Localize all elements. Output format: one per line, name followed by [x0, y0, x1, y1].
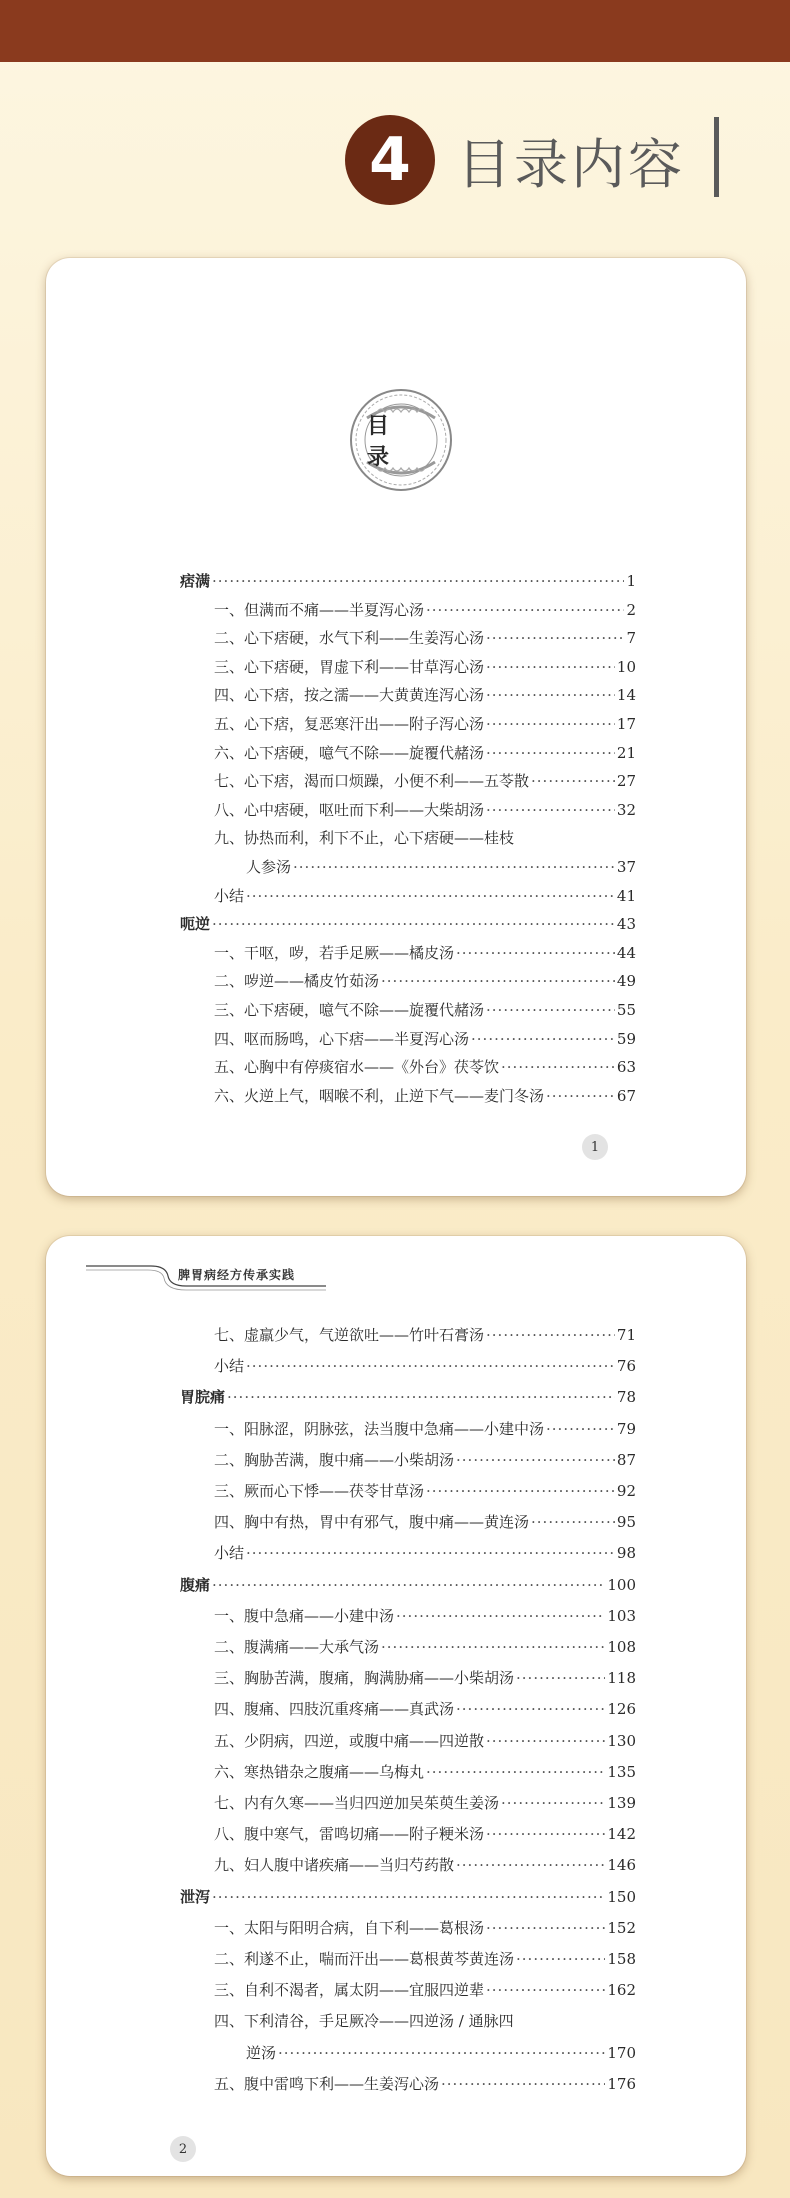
toc-leader-dots	[456, 1856, 605, 1874]
toc-entry	[214, 1085, 636, 1113]
toc-entry-page: 32	[616, 800, 636, 819]
toc-entry-page: 63	[616, 1058, 636, 1077]
toc-leader-dots	[486, 744, 615, 762]
toc-entry-page: 98	[616, 1544, 636, 1563]
toc-entry	[214, 1480, 636, 1508]
toc-leader-dots	[456, 1451, 615, 1469]
toc-entry-label: 五、少阴病，四逆，或腹中痛——四逆散	[214, 1731, 485, 1750]
toc-entry-page: 142	[607, 1825, 636, 1844]
toc-entry	[214, 1917, 636, 1945]
toc-entry-label: 六、火逆上气，咽喉不利，止逆下气——麦门冬汤	[214, 1086, 545, 1105]
toc-entry-label: 四、腹痛、四肢沉重疼痛——真武汤	[214, 1700, 455, 1719]
toc-entry-page: 78	[616, 1388, 636, 1407]
toc-entry-label: 三、胸胁苦满，腹痛，胸满胁痛——小柴胡汤	[214, 1669, 515, 1688]
toc-entry-label: 逆汤	[246, 2043, 277, 2062]
toc-seal-emblem	[349, 388, 453, 492]
toc-entry	[214, 1854, 636, 1882]
toc-entry-label: 小结	[214, 886, 245, 905]
toc-leader-dots	[381, 972, 615, 990]
toc-entry-page: 92	[616, 1482, 636, 1500]
toc-leader-dots	[501, 1058, 615, 1076]
toc-entry-label: 二、腹满痛——大承气汤	[214, 1638, 380, 1656]
toc-leader-dots	[501, 1794, 605, 1812]
toc-entry-page: 21	[616, 743, 636, 762]
toc-leader-dots	[278, 2044, 605, 2062]
toc-entry-page: 158	[607, 1950, 636, 1968]
toc-entry-page: 139	[607, 1794, 636, 1812]
toc-entry-page: 100	[607, 1575, 636, 1594]
toc-entry-label: 一、阳脉涩，阴脉弦，法当腹中急痛——小建中汤	[214, 1419, 545, 1438]
toc-entry-label: 一、腹中急痛——小建中汤	[214, 1606, 395, 1625]
toc-leader-dots	[426, 1763, 605, 1781]
page-number-badge: 1	[582, 1134, 608, 1160]
toc-entry-label: 七、虚羸少气，气逆欲吐——竹叶石膏汤	[214, 1326, 485, 1344]
toc-leader-dots	[486, 801, 615, 819]
toc-entry-label: 小结	[214, 1544, 245, 1563]
toc-entry-label: 四、胸中有热，胃中有邪气，腹中痛——黄连汤	[214, 1513, 530, 1532]
toc-entry	[214, 627, 636, 655]
toc-entry-page: 2	[626, 600, 636, 619]
toc-entry-label: 胃脘痛	[180, 1388, 226, 1407]
toc-entry	[214, 1542, 636, 1570]
toc-entry-label: 九、妇人腹中诸疾痛——当归芍药散	[214, 1856, 455, 1875]
toc-entry-label: 七、内有久寒——当归四逆加吴茱萸生姜汤	[214, 1794, 500, 1812]
toc-leader-dots	[486, 1326, 615, 1344]
toc-entry-label: 四、呕而肠鸣，心下痞——半夏泻心汤	[214, 1029, 470, 1048]
heading-divider	[714, 117, 719, 197]
toc-entry-page: 79	[616, 1419, 636, 1438]
toc-leader-dots	[212, 915, 615, 933]
toc-entry-page: 103	[607, 1606, 636, 1625]
toc-leader-dots	[546, 1420, 615, 1438]
toc-entry-label: 三、自利不渴者，属太阴——宜服四逆辈	[214, 1981, 485, 2000]
toc-entry-page: 49	[616, 972, 636, 991]
section-title: 目录内容	[457, 132, 685, 196]
toc-entry	[214, 970, 636, 998]
toc-entry-label: 小结	[214, 1357, 245, 1376]
toc-leader-dots	[486, 1732, 605, 1750]
toc-leader-dots	[456, 944, 615, 962]
toc-entry-label: 泄泻	[180, 1887, 211, 1906]
toc-entry	[214, 1667, 636, 1695]
toc-entry-page: 14	[616, 686, 636, 705]
toc-entry	[214, 942, 636, 970]
toc-leader-dots	[486, 715, 615, 733]
toc-entry	[214, 1605, 636, 1633]
toc-entry	[214, 742, 636, 770]
toc-entry-page: 146	[607, 1856, 636, 1875]
toc-leader-dots	[546, 1087, 615, 1105]
toc-entry	[214, 1698, 636, 1726]
toc-entry-label: 五、心胸中有停痰宿水——《外台》茯苓饮	[214, 1058, 500, 1077]
toc-leader-dots	[531, 772, 615, 790]
toc-leader-dots	[426, 1482, 615, 1500]
toc-entry	[180, 570, 636, 598]
toc-entry	[180, 1574, 636, 1602]
toc-entry-page: 170	[607, 2043, 636, 2062]
toc-entry	[214, 1418, 636, 1446]
section-heading	[345, 112, 685, 208]
toc-entry	[214, 1028, 636, 1056]
toc-entry-label: 二、心下痞硬，水气下利——生姜泻心汤	[214, 629, 485, 648]
toc-entry	[214, 885, 636, 913]
toc-entry-page: 150	[607, 1887, 636, 1906]
toc-entry	[214, 713, 636, 741]
toc-leader-dots	[381, 1638, 605, 1656]
toc-leader-dots	[486, 1825, 605, 1843]
toc-entry-page: 43	[616, 915, 636, 934]
toc-entry	[214, 770, 636, 798]
toc-page-1	[46, 258, 746, 1196]
toc-entry-label: 九、协热而利，利下不止，心下痞硬——桂枝	[214, 829, 515, 848]
toc-entry-label: 二、利遂不止，喘而汗出——葛根黄芩黄连汤	[214, 1950, 515, 1968]
toc-entry-page: 37	[616, 858, 636, 876]
toc-entry-page: 126	[607, 1700, 636, 1719]
toc-entry-page: 10	[616, 657, 636, 676]
toc-entry	[214, 1792, 636, 1820]
toc-entry	[214, 1056, 636, 1084]
toc-entry-page: 44	[616, 943, 636, 962]
toc-entry-page: 176	[607, 2074, 636, 2093]
toc-entry-label: 二、胸胁苦满，腹中痛——小柴胡汤	[214, 1450, 455, 1469]
toc-entry-label: 五、腹中雷鸣下利——生姜泻心汤	[214, 2074, 440, 2093]
toc-leader-dots	[246, 1544, 615, 1562]
toc-entry-page: 76	[616, 1357, 636, 1376]
toc-entry-label: 六、寒热错杂之腹痛——乌梅丸	[214, 1762, 425, 1781]
toc-leader-dots	[486, 1919, 605, 1937]
toc-entry-page: 135	[607, 1762, 636, 1781]
toc-leader-dots	[471, 1030, 615, 1048]
toc-entry	[180, 1386, 636, 1414]
toc-leader-dots	[212, 1888, 605, 1906]
toc-leader-dots	[516, 1669, 605, 1687]
toc-entry-page: 41	[616, 886, 636, 905]
toc-entry-page: 87	[616, 1450, 636, 1469]
toc-entry	[246, 856, 636, 884]
toc-leader-dots	[212, 1576, 605, 1594]
toc-entry-label: 一、干呕，哕，若手足厥——橘皮汤	[214, 943, 455, 962]
toc-entry-label: 一、但满而不痛——半夏泻心汤	[214, 600, 425, 619]
toc-entry-page: 118	[607, 1669, 636, 1688]
toc-page-2	[46, 1236, 746, 2176]
toc-entry	[214, 827, 636, 855]
toc-leader-dots	[486, 1001, 615, 1019]
toc-entry-label: 八、腹中寒气，雷鸣切痛——附子粳米汤	[214, 1825, 485, 1844]
toc-leader-dots	[486, 658, 615, 676]
toc-entry-label: 一、太阳与阳明合病，自下利——葛根汤	[214, 1918, 485, 1937]
toc-entry-page: 130	[607, 1731, 636, 1750]
toc-entry-label: 二、哕逆——橘皮竹茹汤	[214, 972, 380, 991]
toc-entry	[214, 1636, 636, 1664]
toc-entry-label: 三、心下痞硬，噫气不除——旋覆代赭汤	[214, 1001, 485, 1019]
toc-leader-dots	[246, 1357, 615, 1375]
toc-entry	[180, 913, 636, 941]
toc-entry	[214, 1823, 636, 1851]
toc-entry	[214, 1449, 636, 1477]
toc-entry-label: 人参汤	[246, 858, 292, 876]
toc-entry-label: 三、心下痞硬，胃虚下利——甘草泻心汤	[214, 657, 485, 676]
toc-leader-dots	[486, 629, 624, 647]
toc-entry-page: 1	[626, 572, 636, 590]
toc-entry	[180, 1886, 636, 1914]
toc-entry	[246, 2042, 636, 2070]
toc-entry-page: 27	[616, 772, 636, 791]
toc-entry-label: 四、下利清谷，手足厥冷——四逆汤 / 通脉四	[214, 2012, 514, 2031]
toc-leader-dots	[531, 1513, 615, 1531]
toc-leader-dots	[426, 601, 624, 619]
toc-leader-dots	[212, 572, 624, 590]
toc-entry-label: 五、心下痞，复恶寒汗出——附子泻心汤	[214, 715, 485, 733]
toc-entry	[214, 1979, 636, 2007]
toc-entry	[214, 799, 636, 827]
toc-leader-dots	[441, 2075, 605, 2093]
toc-entry-page: 71	[616, 1326, 636, 1344]
toc-entry	[214, 1511, 636, 1539]
toc-entry-page: 152	[607, 1918, 636, 1937]
toc-entry	[214, 999, 636, 1027]
toc-entry	[214, 1324, 636, 1352]
toc-leader-dots	[396, 1607, 605, 1625]
toc-entry-page: 108	[607, 1638, 636, 1656]
toc-entry-label: 腹痛	[180, 1575, 211, 1594]
toc-entry-page: 17	[616, 715, 636, 733]
toc-leader-dots	[486, 686, 615, 704]
toc-leader-dots	[227, 1388, 615, 1406]
toc-entry	[214, 2010, 636, 2038]
toc-leader-dots	[486, 1981, 605, 1999]
toc-title: 目 录	[367, 413, 408, 470]
toc-entry-label: 痞满	[180, 572, 211, 590]
page-number-badge: 2	[170, 2136, 196, 2162]
toc-entry-page: 55	[616, 1001, 636, 1019]
toc-entry-page: 95	[616, 1513, 636, 1532]
toc-entry-page: 162	[607, 1981, 636, 2000]
toc-entry-label: 七、心下痞，渴而口烦躁，小便不利——五苓散	[214, 772, 530, 791]
toc-entry-label: 三、厥而心下悸——茯苓甘草汤	[214, 1482, 425, 1500]
toc-entry	[214, 1730, 636, 1758]
toc-leader-dots	[516, 1950, 605, 1968]
toc-entry	[214, 656, 636, 684]
toc-entry	[214, 1948, 636, 1976]
toc-entry-page: 7	[626, 629, 636, 648]
running-header: 脾胃病经方传承实践	[178, 1268, 296, 1282]
toc-entry-page: 59	[616, 1029, 636, 1048]
toc-entry	[214, 1761, 636, 1789]
toc-entry-label: 四、心下痞，按之濡——大黄黄连泻心汤	[214, 686, 485, 705]
top-banner	[0, 0, 790, 62]
toc-entry	[214, 2073, 636, 2101]
toc-entry-label: 呃逆	[180, 915, 211, 934]
toc-leader-dots	[246, 887, 615, 905]
toc-entry	[214, 1355, 636, 1383]
toc-leader-dots	[456, 1700, 605, 1718]
section-number-badge: 4	[345, 115, 435, 205]
toc-entry	[214, 684, 636, 712]
toc-leader-dots	[293, 858, 615, 876]
toc-entry-label: 六、心下痞硬，噫气不除——旋覆代赭汤	[214, 743, 485, 762]
toc-entry	[214, 599, 636, 627]
toc-entry-label: 八、心中痞硬，呕吐而下利——大柴胡汤	[214, 800, 485, 819]
toc-entry-page: 67	[616, 1086, 636, 1105]
